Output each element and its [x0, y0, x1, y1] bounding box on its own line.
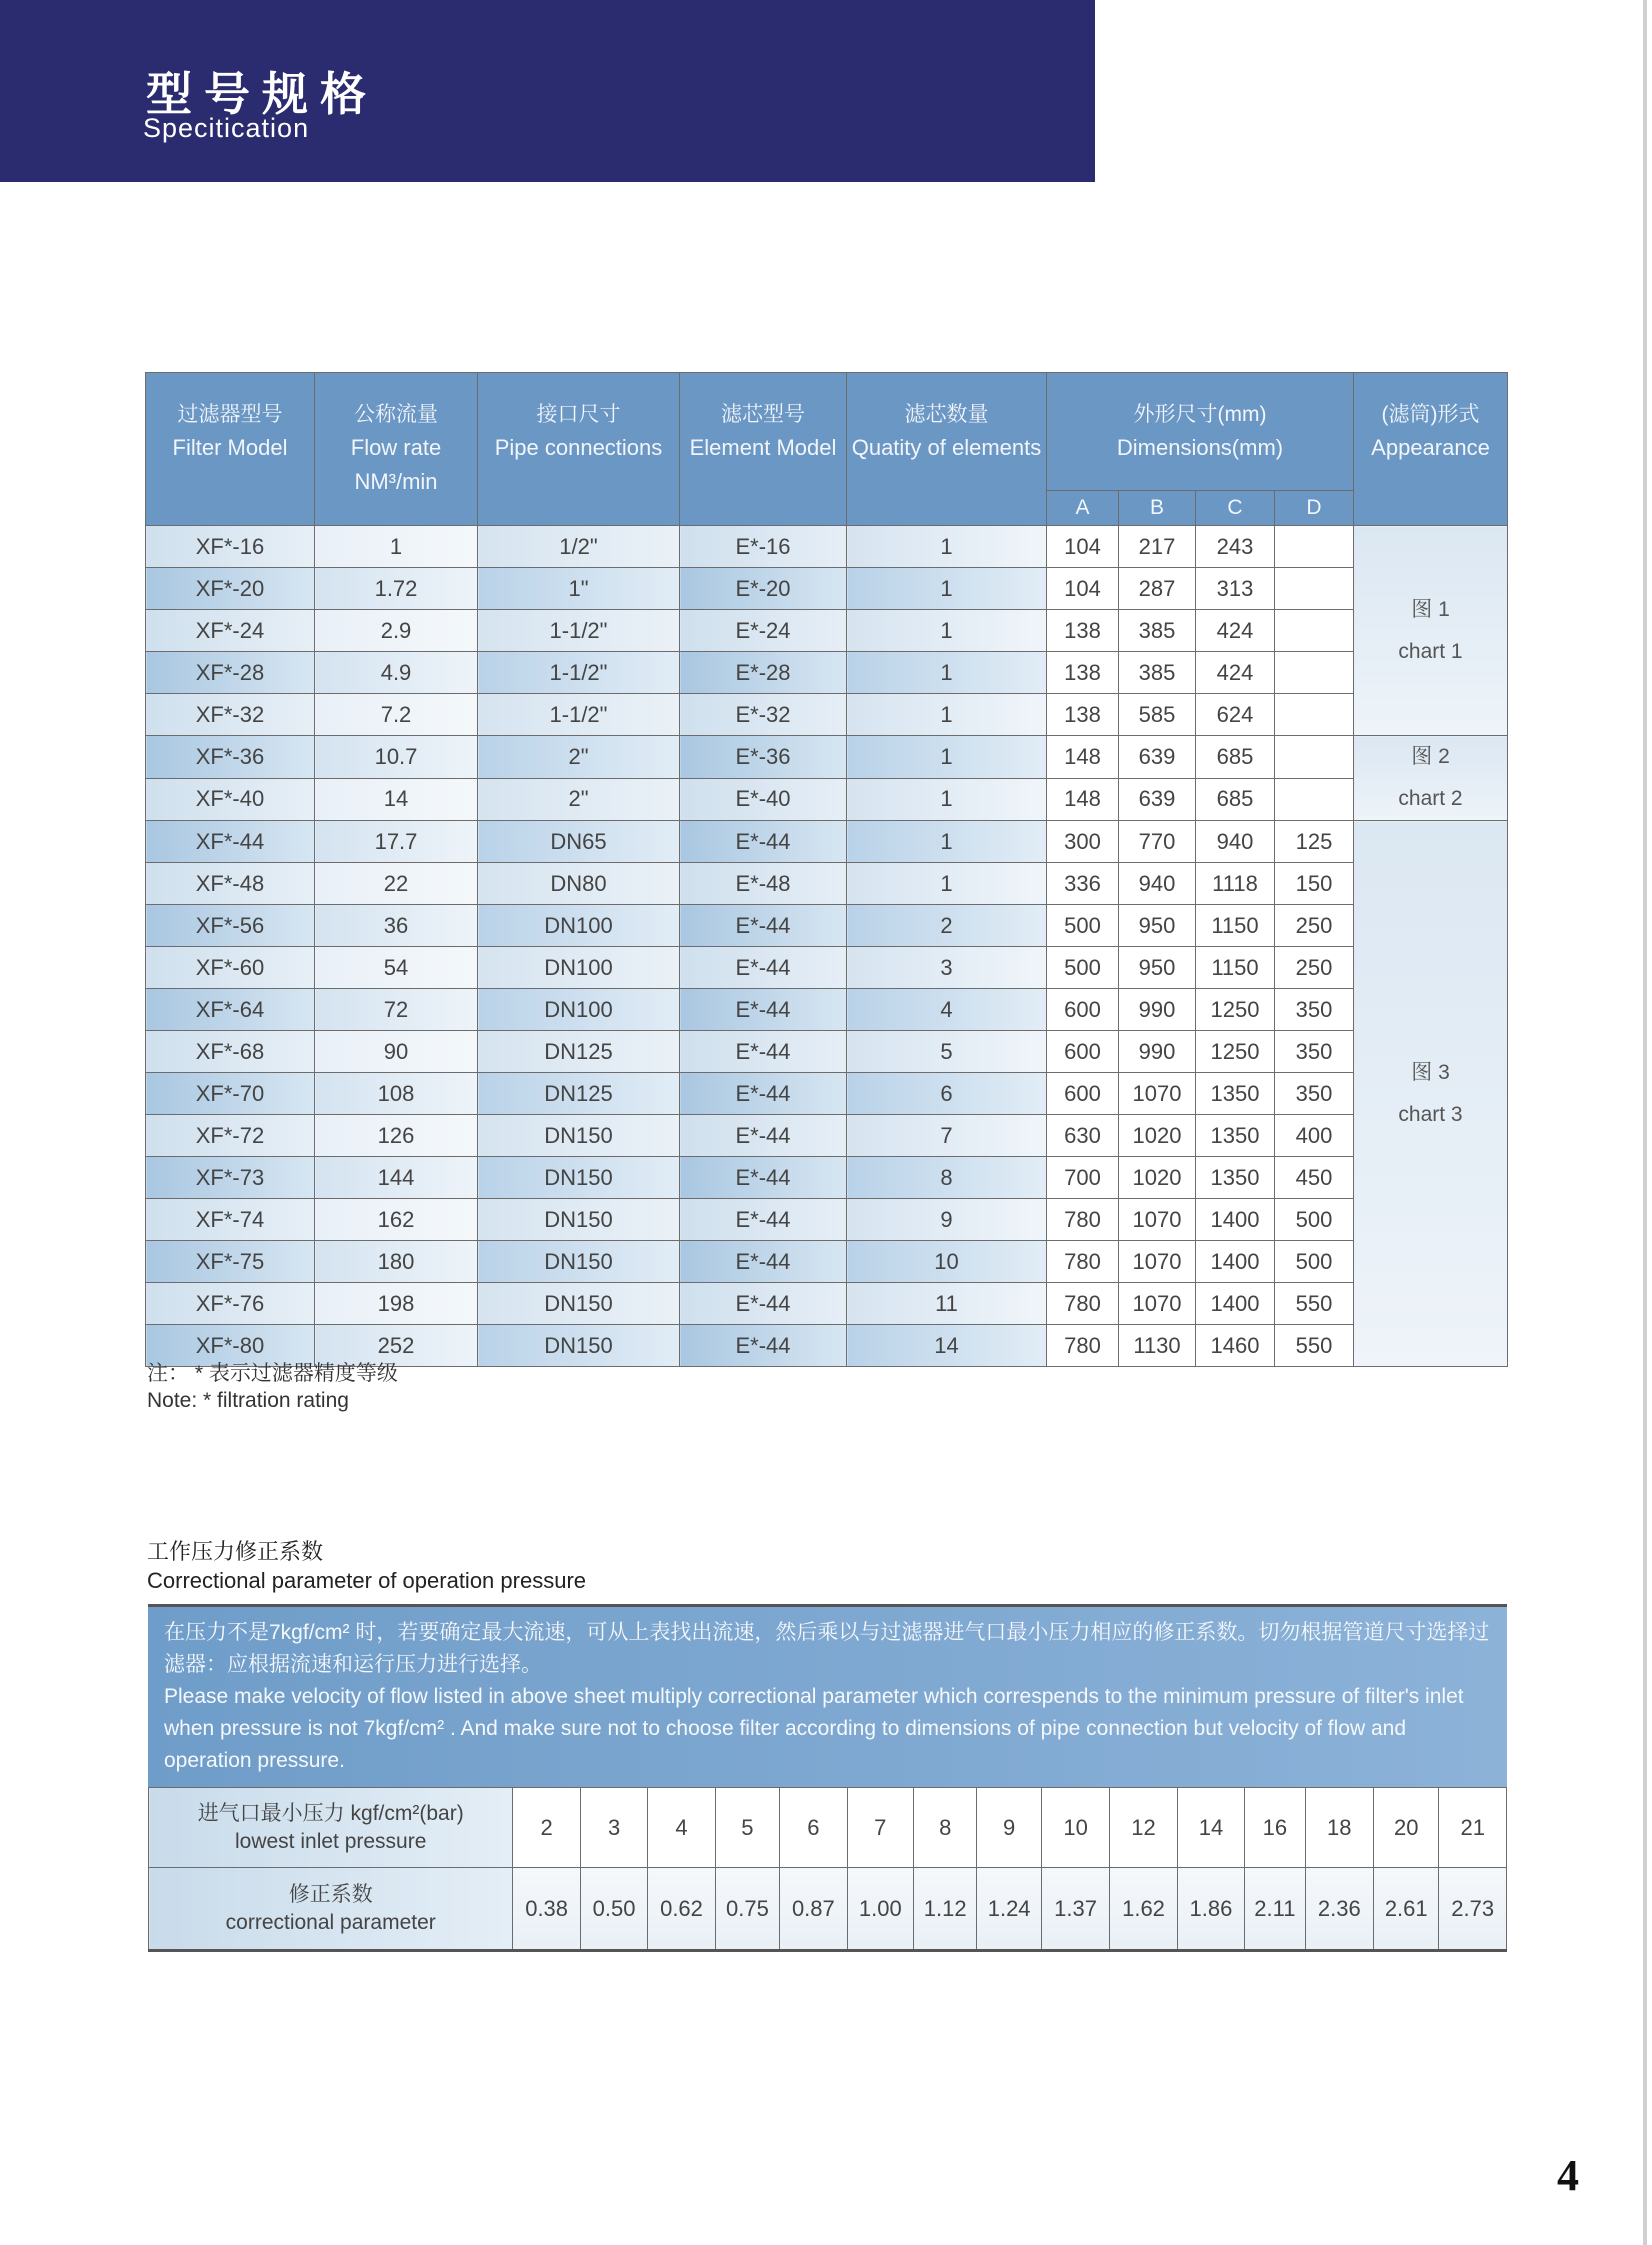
cell-model: XF*-40	[146, 778, 315, 821]
parameter-value: 1.12	[914, 1868, 977, 1951]
parameter-value: 1.24	[977, 1868, 1041, 1951]
table-row	[146, 821, 1508, 863]
cell-c: 1150	[1196, 947, 1275, 989]
cell-qty: 5	[847, 1031, 1047, 1073]
cell-pipe: DN150	[478, 1283, 680, 1325]
parameter-row	[149, 1868, 1507, 1951]
cell-model: XF*-20	[146, 568, 315, 610]
cell-flow: 126	[315, 1115, 478, 1157]
pressure-value: 14	[1177, 1788, 1244, 1868]
cell-qty: 6	[847, 1073, 1047, 1115]
cell-element: E*-32	[680, 694, 847, 736]
cell-pipe: 2"	[478, 778, 680, 821]
parameter-value: 1.37	[1041, 1868, 1109, 1951]
pressure-section-title	[147, 1537, 586, 1595]
table-row	[146, 736, 1508, 779]
cell-qty: 3	[847, 947, 1047, 989]
parameter-row-label: 修正系数 correctional parameter	[149, 1868, 513, 1951]
cell-b: 1070	[1119, 1241, 1196, 1283]
cell-c: 1250	[1196, 989, 1275, 1031]
header-band	[0, 0, 1095, 182]
cell-model: XF*-68	[146, 1031, 315, 1073]
cell-b: 585	[1119, 694, 1196, 736]
cell-element: E*-28	[680, 652, 847, 694]
cell-qty: 1	[847, 694, 1047, 736]
cell-c: 940	[1196, 821, 1275, 863]
cell-d	[1275, 736, 1354, 779]
cell-pipe: DN80	[478, 863, 680, 905]
parameter-value: 0.75	[715, 1868, 779, 1951]
cell-element: E*-44	[680, 1031, 847, 1073]
cell-qty: 2	[847, 905, 1047, 947]
cell-flow: 1	[315, 526, 478, 568]
col-header-dim-b: B	[1119, 491, 1196, 526]
appearance-cell	[1354, 821, 1508, 1367]
cell-d: 150	[1275, 863, 1354, 905]
cell-model: XF*-64	[146, 989, 315, 1031]
cell-b: 940	[1119, 863, 1196, 905]
table-row	[146, 778, 1508, 821]
table-row	[146, 652, 1508, 694]
cell-b: 950	[1119, 905, 1196, 947]
pressure-value: 2	[513, 1788, 580, 1868]
pressure-value: 21	[1439, 1788, 1507, 1868]
cell-a: 600	[1047, 989, 1119, 1031]
parameter-value: 2.36	[1305, 1868, 1373, 1951]
table-row	[146, 526, 1508, 568]
cell-d: 500	[1275, 1241, 1354, 1283]
appearance-en: chart 1	[1398, 639, 1463, 663]
cell-model: XF*-32	[146, 694, 315, 736]
pressure-value: 5	[715, 1788, 779, 1868]
cell-b: 217	[1119, 526, 1196, 568]
cell-element: E*-44	[680, 1325, 847, 1367]
cell-model: XF*-28	[146, 652, 315, 694]
cell-d: 350	[1275, 1073, 1354, 1115]
cell-a: 600	[1047, 1031, 1119, 1073]
cell-c: 313	[1196, 568, 1275, 610]
cell-d	[1275, 778, 1354, 821]
pressure-value: 8	[914, 1788, 977, 1868]
cell-a: 500	[1047, 947, 1119, 989]
col-header-quantity: 滤芯数量 Quatity of elements	[847, 373, 1047, 526]
table-row	[146, 947, 1508, 989]
table-row	[146, 610, 1508, 652]
cell-b: 639	[1119, 736, 1196, 779]
cell-c: 424	[1196, 652, 1275, 694]
cell-c: 1400	[1196, 1199, 1275, 1241]
cell-c: 1250	[1196, 1031, 1275, 1073]
pressure-value: 20	[1374, 1788, 1439, 1868]
cell-element: E*-44	[680, 821, 847, 863]
cell-d: 125	[1275, 821, 1354, 863]
parameter-value: 0.87	[780, 1868, 847, 1951]
table-row	[146, 568, 1508, 610]
cell-b: 1070	[1119, 1073, 1196, 1115]
cell-a: 780	[1047, 1199, 1119, 1241]
cell-model: XF*-48	[146, 863, 315, 905]
cell-b: 990	[1119, 1031, 1196, 1073]
pressure-value: 3	[580, 1788, 647, 1868]
cell-a: 148	[1047, 736, 1119, 779]
pressure-value: 10	[1041, 1788, 1109, 1868]
cell-b: 287	[1119, 568, 1196, 610]
cell-d	[1275, 610, 1354, 652]
cell-a: 300	[1047, 821, 1119, 863]
cell-model: XF*-44	[146, 821, 315, 863]
cell-qty: 1	[847, 526, 1047, 568]
cell-b: 1070	[1119, 1283, 1196, 1325]
note-cn: 注： * 表示过滤器精度等级	[147, 1362, 398, 1385]
cell-flow: 198	[315, 1283, 478, 1325]
cell-pipe: DN125	[478, 1073, 680, 1115]
table-row	[146, 1073, 1508, 1115]
cell-c: 1400	[1196, 1283, 1275, 1325]
pressure-row-label: 进气口最小压力 kgf/cm²(bar) lowest inlet pressure	[149, 1788, 513, 1868]
cell-c: 1118	[1196, 863, 1275, 905]
cell-flow: 22	[315, 863, 478, 905]
cell-element: E*-44	[680, 947, 847, 989]
cell-element: E*-40	[680, 778, 847, 821]
cell-element: E*-44	[680, 1115, 847, 1157]
cell-model: XF*-16	[146, 526, 315, 568]
cell-qty: 1	[847, 652, 1047, 694]
cell-pipe: DN65	[478, 821, 680, 863]
appearance-cell	[1354, 736, 1508, 821]
table-row	[146, 1157, 1508, 1199]
cell-model: XF*-75	[146, 1241, 315, 1283]
cell-a: 138	[1047, 652, 1119, 694]
cell-model: XF*-70	[146, 1073, 315, 1115]
cell-flow: 4.9	[315, 652, 478, 694]
cell-c: 243	[1196, 526, 1275, 568]
table-row	[146, 989, 1508, 1031]
cell-pipe: DN150	[478, 1115, 680, 1157]
pressure-desc-en: Please make velocity of flow listed in above sheet multiply correctional parameter which correspends to the minimum pressure of filter's inlet when pressure is not 7kgf/cm² . And make sure not to choose filter according to dimensions of pipe connection but velocity of flow and operation pressure.	[164, 1685, 1464, 1772]
cell-pipe: 1"	[478, 568, 680, 610]
cell-c: 1350	[1196, 1157, 1275, 1199]
cell-flow: 180	[315, 1241, 478, 1283]
parameter-value: 2.11	[1245, 1868, 1305, 1951]
pressure-title-en: Correctional parameter of operation pressure	[147, 1568, 587, 1593]
pressure-value: 9	[977, 1788, 1041, 1868]
cell-qty: 4	[847, 989, 1047, 1031]
cell-element: E*-44	[680, 1283, 847, 1325]
cell-a: 780	[1047, 1241, 1119, 1283]
cell-element: E*-16	[680, 526, 847, 568]
cell-d: 500	[1275, 1199, 1354, 1241]
cell-qty: 1	[847, 568, 1047, 610]
cell-pipe: DN150	[478, 1157, 680, 1199]
col-header-model: 过滤器型号 Filter Model	[146, 373, 315, 526]
cell-pipe: DN150	[478, 1241, 680, 1283]
col-header-dimensions: 外形尺寸(mm) Dimensions(mm)	[1047, 373, 1354, 491]
cell-d: 550	[1275, 1325, 1354, 1367]
cell-model: XF*-24	[146, 610, 315, 652]
page-number: 4	[1557, 2151, 1579, 2200]
cell-element: E*-20	[680, 568, 847, 610]
parameter-value: 1.00	[847, 1868, 913, 1951]
appearance-cn: 图 1	[1411, 597, 1450, 621]
table-row	[146, 1115, 1508, 1157]
table-row	[146, 1031, 1508, 1073]
cell-a: 336	[1047, 863, 1119, 905]
cell-b: 385	[1119, 610, 1196, 652]
spec-table-body	[146, 526, 1508, 1367]
cell-pipe: 1-1/2"	[478, 694, 680, 736]
cell-element: E*-44	[680, 905, 847, 947]
col-header-flow: 公称流量 Flow rate NM³/min	[315, 373, 478, 526]
pressure-desc-cn: 在压力不是7kgf/cm² 时，若要确定最大流速，可从上表找出流速，然后乘以与过滤器进气口最小压力相应的修正系数。切勿根据管道尺寸选择过滤器：应根据流速和运行压力进行选择。	[164, 1621, 1490, 1676]
parameter-value: 1.86	[1177, 1868, 1244, 1951]
cell-c: 685	[1196, 778, 1275, 821]
cell-pipe: DN100	[478, 989, 680, 1031]
appearance-en: chart 2	[1398, 787, 1463, 810]
pressure-row	[149, 1788, 1507, 1868]
cell-element: E*-44	[680, 1073, 847, 1115]
correction-table	[148, 1787, 1507, 1952]
cell-d: 350	[1275, 1031, 1354, 1073]
pressure-value: 12	[1110, 1788, 1177, 1868]
cell-pipe: DN150	[478, 1325, 680, 1367]
cell-flow: 10.7	[315, 736, 478, 779]
cell-d: 350	[1275, 989, 1354, 1031]
cell-qty: 14	[847, 1325, 1047, 1367]
cell-pipe: 2"	[478, 736, 680, 779]
col-header-dim-a: A	[1047, 491, 1119, 526]
cell-c: 1460	[1196, 1325, 1275, 1367]
cell-pipe: 1-1/2"	[478, 652, 680, 694]
cell-flow: 36	[315, 905, 478, 947]
parameter-value: 0.62	[648, 1868, 715, 1951]
cell-b: 385	[1119, 652, 1196, 694]
cell-model: XF*-36	[146, 736, 315, 779]
cell-b: 1130	[1119, 1325, 1196, 1367]
cell-c: 685	[1196, 736, 1275, 779]
cell-c: 1400	[1196, 1241, 1275, 1283]
col-header-pipe: 接口尺寸 Pipe connections	[478, 373, 680, 526]
table-row	[146, 1283, 1508, 1325]
spec-table	[145, 372, 1508, 1367]
page-title-en: Specitication	[143, 113, 310, 143]
cell-model: XF*-56	[146, 905, 315, 947]
cell-flow: 1.72	[315, 568, 478, 610]
cell-qty: 1	[847, 778, 1047, 821]
col-header-dim-c: C	[1196, 491, 1275, 526]
cell-qty: 1	[847, 610, 1047, 652]
cell-model: XF*-60	[146, 947, 315, 989]
cell-a: 104	[1047, 568, 1119, 610]
cell-element: E*-44	[680, 1157, 847, 1199]
cell-flow: 14	[315, 778, 478, 821]
cell-flow: 72	[315, 989, 478, 1031]
cell-d	[1275, 526, 1354, 568]
cell-model: XF*-74	[146, 1199, 315, 1241]
cell-d: 550	[1275, 1283, 1354, 1325]
cell-qty: 1	[847, 736, 1047, 779]
cell-d	[1275, 652, 1354, 694]
cell-b: 950	[1119, 947, 1196, 989]
appearance-cell	[1354, 526, 1508, 736]
cell-element: E*-44	[680, 1241, 847, 1283]
parameter-value: 2.61	[1374, 1868, 1439, 1951]
cell-b: 1020	[1119, 1157, 1196, 1199]
cell-c: 424	[1196, 610, 1275, 652]
cell-d: 250	[1275, 947, 1354, 989]
cell-flow: 252	[315, 1325, 478, 1367]
cell-model: XF*-80	[146, 1325, 315, 1367]
cell-d: 450	[1275, 1157, 1354, 1199]
cell-a: 700	[1047, 1157, 1119, 1199]
col-header-dim-d: D	[1275, 491, 1354, 526]
cell-a: 780	[1047, 1325, 1119, 1367]
cell-model: XF*-72	[146, 1115, 315, 1157]
cell-qty: 1	[847, 821, 1047, 863]
pressure-value: 6	[780, 1788, 847, 1868]
table-row	[146, 1199, 1508, 1241]
cell-pipe: 1/2"	[478, 526, 680, 568]
parameter-value: 0.38	[513, 1868, 580, 1951]
cell-pipe: DN100	[478, 905, 680, 947]
cell-a: 104	[1047, 526, 1119, 568]
cell-a: 148	[1047, 778, 1119, 821]
cell-pipe: DN150	[478, 1199, 680, 1241]
cell-d: 400	[1275, 1115, 1354, 1157]
appearance-en: chart 3	[1398, 1102, 1463, 1126]
cell-flow: 162	[315, 1199, 478, 1241]
cell-model: XF*-76	[146, 1283, 315, 1325]
table-note	[147, 1360, 398, 1414]
cell-c: 1150	[1196, 905, 1275, 947]
col-header-appearance: (滤筒)形式 Appearance	[1354, 373, 1508, 526]
cell-model: XF*-73	[146, 1157, 315, 1199]
cell-flow: 90	[315, 1031, 478, 1073]
cell-a: 780	[1047, 1283, 1119, 1325]
cell-a: 600	[1047, 1073, 1119, 1115]
cell-element: E*-48	[680, 863, 847, 905]
cell-element: E*-24	[680, 610, 847, 652]
cell-c: 1350	[1196, 1115, 1275, 1157]
cell-c: 1350	[1196, 1073, 1275, 1115]
cell-pipe: DN100	[478, 947, 680, 989]
cell-a: 630	[1047, 1115, 1119, 1157]
cell-qty: 11	[847, 1283, 1047, 1325]
cell-qty: 10	[847, 1241, 1047, 1283]
cell-b: 990	[1119, 989, 1196, 1031]
pressure-title-cn: 工作压力修正系数	[147, 1539, 324, 1564]
pressure-value: 16	[1245, 1788, 1305, 1868]
cell-b: 639	[1119, 778, 1196, 821]
cell-flow: 54	[315, 947, 478, 989]
cell-element: E*-36	[680, 736, 847, 779]
table-row	[146, 694, 1508, 736]
cell-d: 250	[1275, 905, 1354, 947]
cell-c: 624	[1196, 694, 1275, 736]
cell-a: 138	[1047, 694, 1119, 736]
cell-flow: 2.9	[315, 610, 478, 652]
pressure-value: 18	[1305, 1788, 1373, 1868]
cell-element: E*-44	[680, 1199, 847, 1241]
cell-flow: 7.2	[315, 694, 478, 736]
cell-d	[1275, 568, 1354, 610]
col-header-element: 滤芯型号 Element Model	[680, 373, 847, 526]
cell-flow: 17.7	[315, 821, 478, 863]
cell-qty: 1	[847, 863, 1047, 905]
table-row	[146, 863, 1508, 905]
note-en: Note: * filtration rating	[147, 1389, 349, 1412]
page-edge-rule	[1643, 0, 1647, 2245]
page-title-cn: 型号规格	[146, 67, 378, 121]
cell-b: 1070	[1119, 1199, 1196, 1241]
pressure-description	[148, 1604, 1507, 1787]
table-row	[146, 905, 1508, 947]
pressure-value: 4	[648, 1788, 715, 1868]
cell-flow: 108	[315, 1073, 478, 1115]
pressure-value: 7	[847, 1788, 913, 1868]
cell-a: 500	[1047, 905, 1119, 947]
cell-qty: 8	[847, 1157, 1047, 1199]
cell-d	[1275, 694, 1354, 736]
cell-element: E*-44	[680, 989, 847, 1031]
cell-a: 138	[1047, 610, 1119, 652]
cell-pipe: 1-1/2"	[478, 610, 680, 652]
cell-qty: 9	[847, 1199, 1047, 1241]
parameter-value: 2.73	[1439, 1868, 1507, 1951]
cell-b: 770	[1119, 821, 1196, 863]
table-row	[146, 1241, 1508, 1283]
parameter-value: 1.62	[1110, 1868, 1177, 1951]
appearance-cn: 图 2	[1411, 745, 1450, 768]
cell-qty: 7	[847, 1115, 1047, 1157]
parameter-value: 0.50	[580, 1868, 647, 1951]
appearance-cn: 图 3	[1411, 1060, 1450, 1084]
cell-flow: 144	[315, 1157, 478, 1199]
cell-pipe: DN125	[478, 1031, 680, 1073]
cell-b: 1020	[1119, 1115, 1196, 1157]
